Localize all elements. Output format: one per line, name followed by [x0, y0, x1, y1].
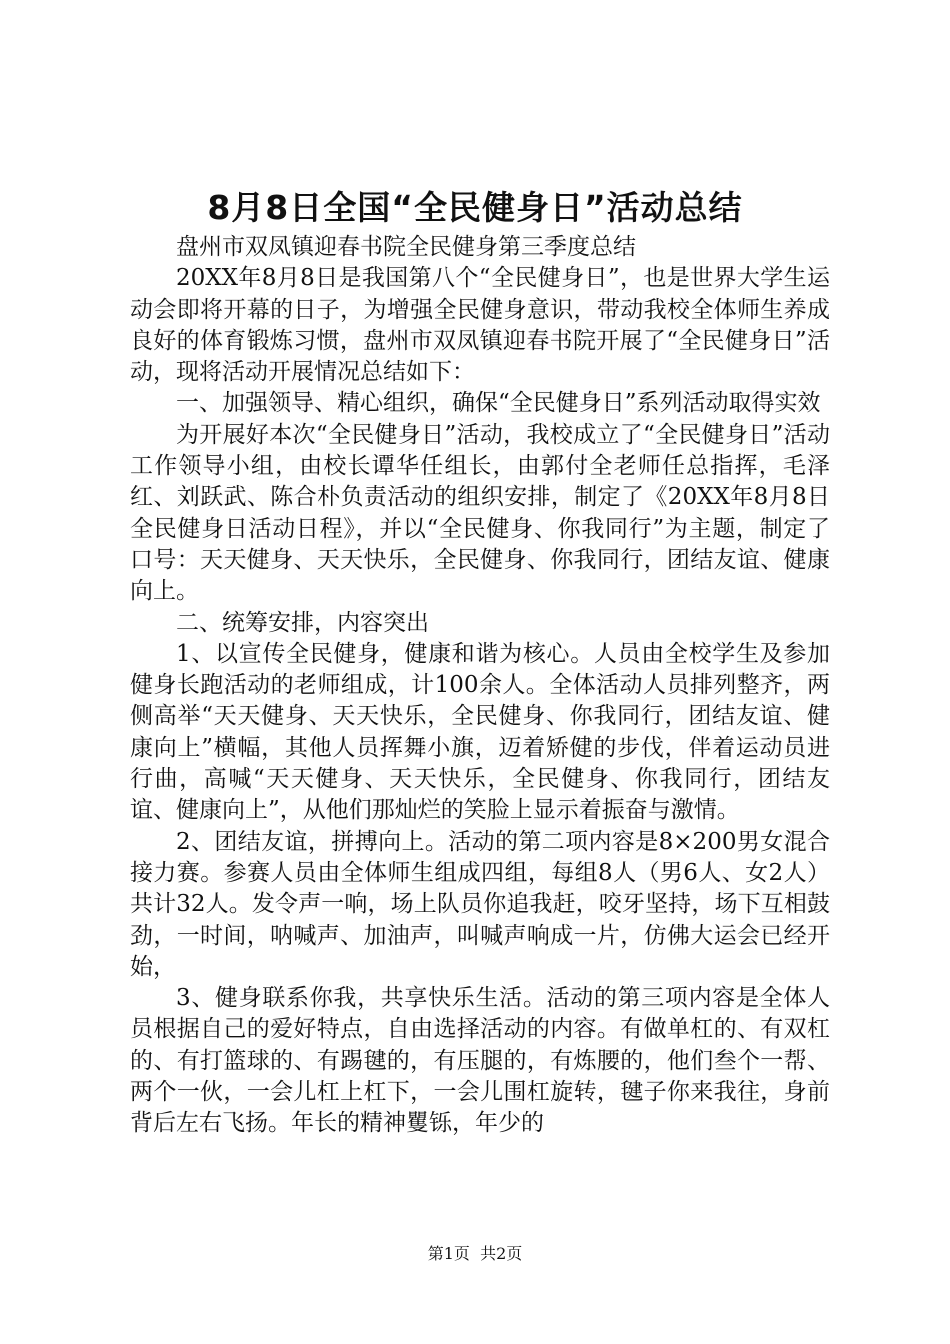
- section-heading-2: 二、统筹安排，内容突出: [176, 609, 429, 636]
- document-title: 8月8日全国“全民健身日”活动总结: [207, 188, 743, 227]
- section-heading-1: 一、加强领导、精心组织，确保“全民健身日”系列活动取得实效: [176, 390, 821, 417]
- paragraph-item-3: 3、健身联系你我，共享快乐生活。活动的第三项内容是全体人员根据自己的爱好特点，自由选择活动的内容。有做单杠的、有双杠的、有打篮球的、有踢毽的，有压腿的，有炼腰的，他们叁个一帮、两个一伙，一会儿杠上杠下，一会儿围杠旋转，毽子你来我往，身前背后左右飞扬。年长的精神矍铄，年少的: [130, 985, 830, 1137]
- paragraph-organization: 为开展好本次“全民健身日”活动，我校成立了“全民健身日”活动工作领导小组，由校长谭华任组长，由郭付全老师任总指挥，毛泽红、刘跃武、陈合朴负责活动的组织安排，制定了《20XX年8月8日全民健身日活动日程》，并以“全民健身、你我同行”为主题，制定了口号：天天健身、天天快乐，全民健身、你我同行，团结友谊、健康向上。: [130, 421, 830, 605]
- paragraph-subtitle: 盘州市双凤镇迎春书院全民健身第三季度总结: [176, 234, 636, 260]
- paragraph-item-2: 2、团结友谊，拼搏向上。活动的第二项内容是8×200男女混合接力赛。参赛人员由全体师生组成四组，每组8人（男6人、女2人）共计32人。发令声一响，场上队员你追我赶，咬牙坚持，场下互相鼓劲，一时间，呐喊声、加油声，叫喊声响成一片，仿佛大运会已经开始，: [130, 828, 830, 980]
- paragraph-item-1: 1、以宣传全民健身，健康和谐为核心。人员由全校学生及参加健身长跑活动的老师组成，计100余人。全体活动人员排列整齐，两侧高举“天天健身、天天快乐，全民健身、你我同行，团结友谊、健康向上”横幅，其他人员挥舞小旗，迈着矫健的步伐，伴着运动员进行曲，高喊“天天健身、天天快乐，全民健身、你我同行，团结友谊、健康向上”，从他们那灿烂的笑脸上显示着振奋与激情。: [130, 640, 830, 824]
- document-body: [130, 232, 830, 1140]
- page-footer: 第1页 共2页: [427, 1244, 523, 1263]
- paragraph-intro: 20XX年8月8日是我国第八个“全民健身日”，也是世界大学生运动会即将开幕的日子，为增强全民健身意识，带动我校全体师生养成良好的体育锻炼习惯，盘州市双凤镇迎春书院开展了“全民健身日”活动，现将活动开展情况总结如下：: [130, 265, 830, 386]
